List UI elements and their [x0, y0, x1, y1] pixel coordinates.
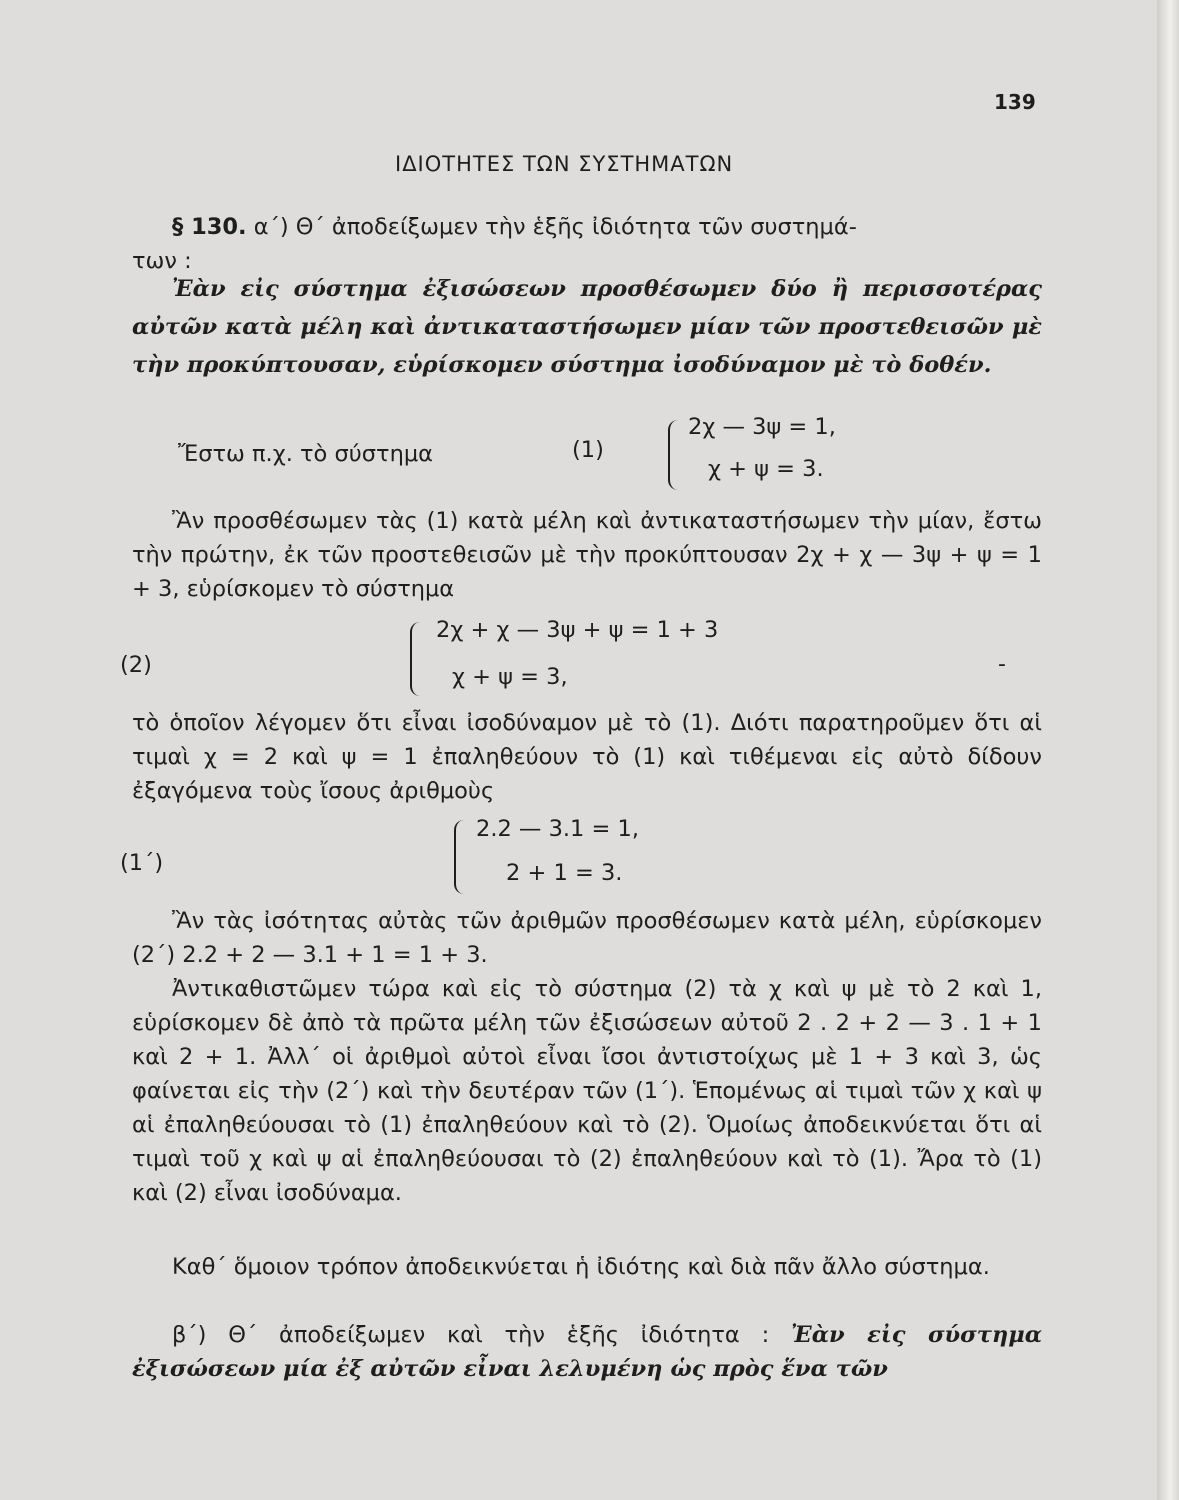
system1-lead: Ἔστω π.χ. τὸ σύστημα: [178, 441, 433, 467]
section-intro: [132, 210, 1042, 244]
paragraph-5: Καθ΄ ὅμοιον τρόπον ἀποδεικνύεται ἡ ἰδιότης καὶ διὰ πᾶν ἄλλο σύστημα.: [172, 1254, 990, 1280]
system2-eq1: 2χ + χ — 3ψ + ψ = 1 + 3: [436, 617, 719, 643]
running-head: ΙΔΙΟΤΗΤΕΣ ΤΩΝ ΣΥΣΤΗΜΑΤΩΝ: [395, 152, 734, 176]
system1p-brace: [454, 820, 468, 894]
paragraph-6-italic: Ἐὰν εἰς σύστημα ἐξισώσεων μία ἐξ αὐτῶν εἶναι λελυμένη ὡς πρὸς ἕνα τῶν: [132, 1322, 1043, 1382]
system2-eq2: χ + ψ = 3,: [452, 664, 568, 690]
paragraph-4: Ἀντικαθιστῶμεν τώρα καὶ εἰς τὸ σύστημα (2) τὰ χ καὶ ψ μὲ τὸ 2 καὶ 1, εὑρίσκομεν δὲ ἀπὸ τὰ πρῶτα μέλη τῶν ἐξισώσεων αὐτοῦ 2 . 2 + 2 — 3 . 1 + 1 καὶ 2 + 1. Ἀλλ΄ οἱ ἀριθμοὶ αὐτοὶ εἶναι ἴσοι ἀντιστοίχως μὲ 1 + 3 καὶ 3, ὡς φαίνεται εἰς τὴν (2΄) καὶ τὴν δευτέραν τῶν (1΄). Ἑπομένως αἱ τιμαὶ τῶν χ καὶ ψ αἱ ἐπαληθεύουσαι τὸ (1) ἐπαληθεύουν καὶ τὸ (2). Ὁμοίως ἀποδεικνύεται ὅτι αἱ τιμαὶ τοῦ χ καὶ ψ αἱ ἐπαληθεύουσαι τὸ (2) ἐπαληθεύουν καὶ τὸ (1). Ἄρα τὸ (1) καὶ (2) εἶναι ἰσοδύναμα.: [132, 976, 1042, 1206]
paragraph-6: [132, 1318, 1042, 1386]
system2-label: (2): [120, 652, 152, 678]
paragraph-1: Ἂν προσθέσωμεν τὰς (1) κατὰ μέλη καὶ ἀντικαταστήσωμεν τὴν μίαν, ἔστω τὴν πρώτην, ἐκ τῶν προστεθεισῶν μὲ τὴν προκύπτουσαν 2χ + χ — 3ψ + ψ = 1 + 3, εὑρίσκομεν τὸ σύστημα: [132, 508, 1042, 602]
page-gutter: [1157, 0, 1179, 1500]
system1-brace: [668, 420, 682, 490]
system1-label: (1): [572, 437, 604, 463]
section-intro-text: α΄) Θ΄ ἀποδείξωμεν τὴν ἑξῆς ἰδιότητα τῶν συστημά-: [253, 214, 857, 240]
theorem-statement: Ἐὰν εἰς σύστημα ἐξισώσεων προσθέσωμεν δύο ἢ περισσοτέρας αὐτῶν κατὰ μέλη καὶ ἀντικαταστήσωμεν μίαν τῶν προστεθεισῶν μὲ τὴν προκύπτουσαν, εὑρίσκομεν σύστημα ἰσοδύναμον μὲ τὸ δοθέν.: [132, 276, 1042, 378]
paragraph-3: Ἂν τὰς ἰσότητας αὐτὰς τῶν ἀριθμῶν προσθέσωμεν κατὰ μέλη, εὑρίσκομεν (2΄) 2.2 + 2 — 3.1 + 1 = 1 + 3.: [132, 908, 1042, 968]
section-number: § 130.: [172, 214, 247, 240]
system2-brace: [410, 622, 424, 696]
system1-eq2: χ + ψ = 3.: [708, 456, 824, 482]
paragraph-6-lead: β΄) Θ΄ ἀποδείξωμεν καὶ τὴν ἑξῆς ἰδιότητα :: [172, 1322, 770, 1348]
margin-mark: -: [998, 652, 1006, 677]
paragraph-2: τὸ ὁποῖον λέγομεν ὅτι εἶναι ἰσοδύναμον μὲ τὸ (1). Διότι παρατηροῦμεν ὅτι αἱ τιμαὶ χ = 2 καὶ ψ = 1 ἐπαληθεύουν τὸ (1) καὶ τιθέμεναι εἰς αὐτὸ δίδουν ἐξαγόμενα τοὺς ἴσους ἀριθμοὺς: [132, 710, 1042, 804]
system1p-eq2: 2 + 1 = 3.: [506, 860, 623, 886]
section-intro-cont: των :: [132, 248, 192, 274]
system1p-label: (1΄): [120, 850, 164, 876]
system1-eq1: 2χ — 3ψ = 1,: [688, 414, 836, 440]
system1p-eq1: 2.2 — 3.1 = 1,: [476, 816, 639, 842]
page-number: 139: [994, 90, 1036, 114]
